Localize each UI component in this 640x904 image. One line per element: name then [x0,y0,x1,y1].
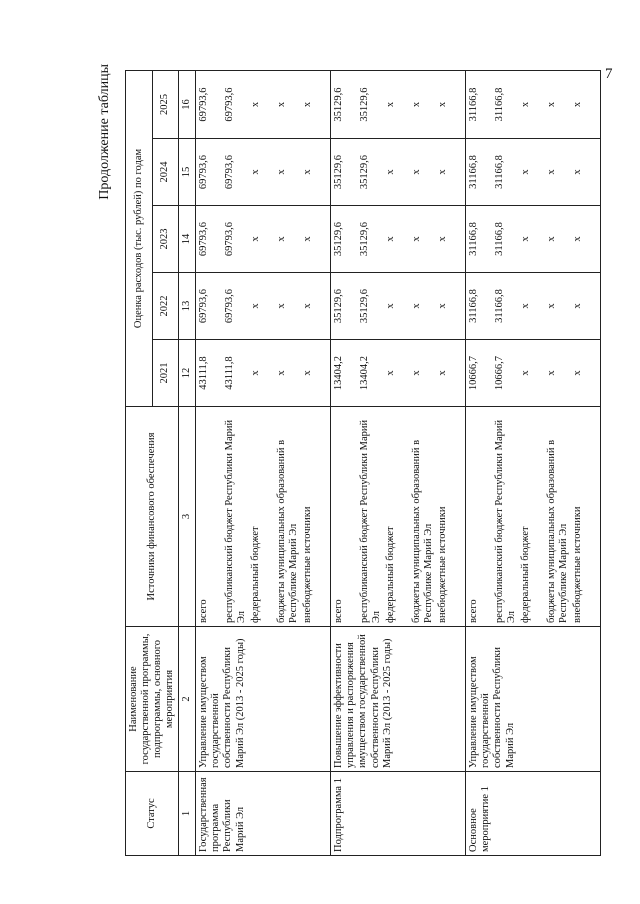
value-item: 35129,6 [359,288,371,324]
value-item: 35129,6 [333,87,345,122]
value-item: x [385,370,397,376]
value-cell [331,273,466,340]
value-cell [196,71,331,139]
value-item: x [385,169,397,175]
value-item: x [302,370,314,376]
value-item: x [546,101,558,108]
source-item: всего [333,599,345,623]
value-item: x [276,101,288,108]
value-item: x [546,303,558,309]
value-cell [331,139,466,206]
value-item: 69793,6 [224,288,236,324]
source-item: всего [198,599,210,623]
source-item: внебюджетные источники [572,506,584,623]
col-number: 16 [179,71,196,139]
value-item: 35129,6 [359,221,371,257]
source-item: федеральный бюджет [520,526,532,623]
value-item: 31166,8 [494,289,506,323]
value-item: 31166,8 [468,155,480,189]
status-cell: Основное мероприятие 1 [466,772,601,856]
name-cell: Управление имуществом государственной собственности Республики Марий Эл [466,627,601,772]
value-item: x [437,303,449,309]
value-item: x [520,303,532,309]
value-item: x [437,236,449,242]
value-item: x [572,169,584,175]
value-item: x [250,101,262,108]
header-name: Наименование государственной программы, подпрограммы, основного мероприятия [126,627,179,772]
col-number: 12 [179,340,196,407]
value-item: x [437,101,449,108]
status-cell: Государственная программа Республики Марий Эл [196,772,331,856]
value-item: x [385,303,397,309]
table-row [466,71,601,856]
source-item: республиканский бюджет Республики Марий Эл [359,419,383,623]
value-item: 31166,8 [468,87,480,122]
header-year: 2024 [152,139,179,206]
value-item: x [276,236,288,242]
name-cell: Повышение эффективности управления и распоряжения имуществом государственной собственности Республики Марий Эл (2013 - 2025 годы) [331,627,466,772]
value-cell [466,340,601,407]
col-number: 3 [179,407,196,627]
value-item: 13404,2 [359,355,371,391]
value-item: 69793,6 [224,154,236,190]
value-item: x [411,101,423,108]
value-item: 35129,6 [333,288,345,324]
source-item: республиканский бюджет Республики Марий Эл [224,419,248,623]
financing-table [125,70,601,856]
source-item: республиканский бюджет Республики Марий Эл [494,419,518,623]
value-cell [466,206,601,273]
value-item: 43111,8 [224,356,236,390]
source-item: бюджеты муниципальных образований в Республике Марий Эл [276,439,300,623]
value-item: 31166,8 [494,155,506,189]
header-estimate: Оценка расходов (тыс. рублей) по годам [126,71,153,407]
value-cell [331,206,466,273]
value-item: x [302,169,314,175]
value-cell [196,206,331,273]
value-item: x [302,236,314,242]
value-item: x [276,169,288,175]
value-cell [196,273,331,340]
value-cell [331,340,466,407]
value-item: x [572,370,584,376]
header-status: Статус [126,772,179,856]
sources-cell [466,407,601,627]
value-item: x [546,169,558,175]
value-item: x [411,303,423,309]
value-item: x [520,370,532,376]
col-number: 15 [179,139,196,206]
value-item: 69793,6 [224,87,236,122]
value-item: x [250,303,262,309]
value-item: x [572,101,584,108]
col-number: 2 [179,627,196,772]
value-item: x [250,169,262,175]
header-year: 2023 [152,206,179,273]
value-cell [466,273,601,340]
value-item: x [520,169,532,175]
value-item: x [302,303,314,309]
value-item: x [250,236,262,242]
source-item: бюджеты муниципальных образований в Республике Марий Эл [546,439,570,623]
header-year: 2021 [152,340,179,407]
value-item: 35129,6 [333,154,345,190]
sources-cell [196,407,331,627]
source-item: федеральный бюджет [250,526,262,623]
value-item: x [302,101,314,108]
value-item: x [385,101,397,108]
value-item: x [385,236,397,242]
value-cell [466,71,601,139]
col-number: 13 [179,273,196,340]
header-year: 2025 [152,71,179,139]
value-item: x [411,370,423,376]
name-cell: Управление имуществом государственной собственности Республики Марий Эл (2013 - 2025 годы) [196,627,331,772]
value-item: 31166,8 [494,87,506,122]
value-item: 10666,7 [494,355,506,391]
sources-cell [331,407,466,627]
value-item: x [572,236,584,242]
value-item: 69793,6 [198,87,210,122]
source-item: федеральный бюджет [385,526,397,623]
value-item: 69793,6 [198,154,210,190]
value-item: 13404,2 [333,355,345,391]
value-cell [331,71,466,139]
value-item: x [276,303,288,309]
header-year: 2022 [152,273,179,340]
value-item: 69793,6 [198,221,210,257]
value-cell [196,139,331,206]
value-item: x [250,370,262,376]
value-item: x [276,370,288,376]
value-item: 35129,6 [333,221,345,257]
table-row [196,71,331,856]
col-number: 14 [179,206,196,273]
status-cell: Подпрограмма 1 [331,772,466,856]
value-item: x [520,236,532,242]
value-item: 69793,6 [224,221,236,257]
value-item: x [572,303,584,309]
value-item: x [520,101,532,108]
value-item: 31166,8 [468,289,480,323]
col-number: 1 [179,772,196,856]
continuation-label: Продолжение таблицы [97,64,112,200]
table-row [331,71,466,856]
value-item: x [411,236,423,242]
header-sources: Источники финансового обеспечения [126,407,179,627]
value-item: x [437,370,449,376]
value-item: x [546,370,558,376]
source-item: внебюджетные источники [302,506,314,623]
rotated-page [97,56,625,856]
value-item: 43111,8 [198,356,210,390]
value-item: 31166,8 [468,222,480,256]
page-number: 7 [605,66,613,82]
source-item: внебюджетные источники [437,506,449,623]
value-item: 35129,6 [359,87,371,122]
value-item: x [437,169,449,175]
value-item: x [411,169,423,175]
value-item: 10666,7 [468,355,480,391]
value-cell [196,340,331,407]
value-item: x [546,236,558,242]
value-item: 35129,6 [359,154,371,190]
source-item: всего [468,599,480,623]
value-cell [466,139,601,206]
value-item: 69793,6 [198,288,210,324]
value-item: 31166,8 [494,222,506,256]
source-item: бюджеты муниципальных образований в Республике Марий Эл [411,439,435,623]
